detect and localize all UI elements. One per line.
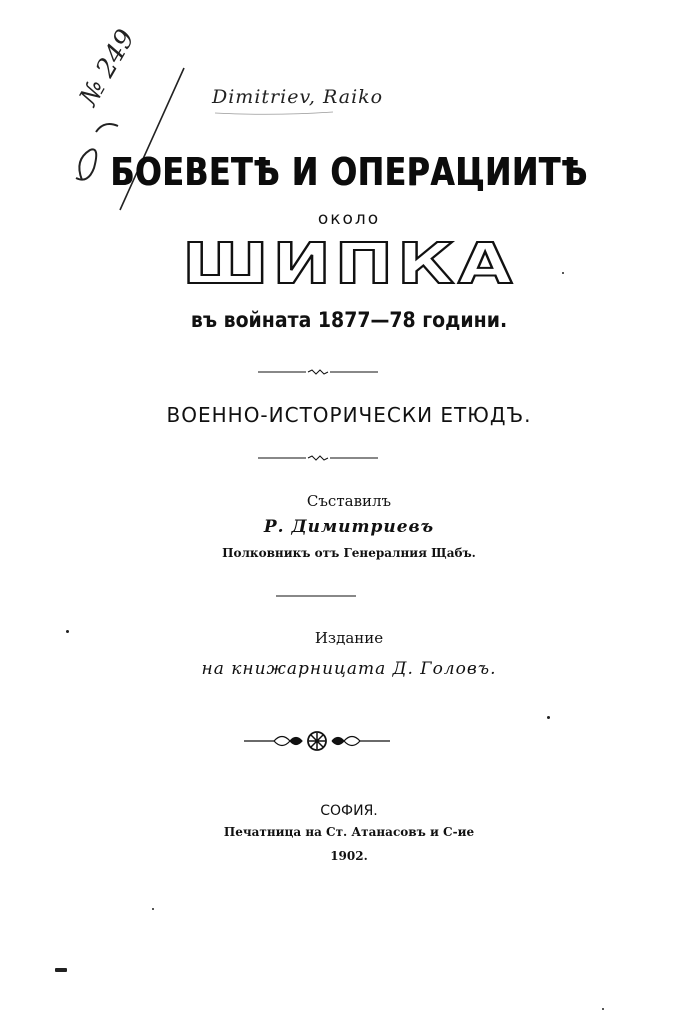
publisher-name: на книжарницата Д. Головъ.: [201, 659, 497, 679]
short-divider: [276, 594, 356, 598]
subtitle-study: ВОЕННО-ИСТОРИЧЕСКИ ЕТЮДЪ.: [166, 403, 532, 427]
title-preposition: около: [317, 209, 381, 229]
compiled-by-label: Съставилъ: [306, 492, 392, 510]
imprint-printer: Печатница на Ст. Атанасовъ и С-ие: [223, 825, 475, 839]
imprint-city: СОФИЯ.: [320, 803, 378, 819]
handwritten-catalog-number: № 249: [74, 24, 142, 112]
scan-speck: [152, 908, 154, 910]
ornamental-divider-1: [258, 368, 378, 376]
title-war-years: въ войната 1877—78 години.: [190, 308, 508, 332]
main-title: БОЕВЕТѢ И ОПЕРАЦИИТѢ: [110, 150, 588, 194]
author-rank: Полковникъ отъ Генералния Щабъ.: [222, 546, 476, 560]
handwritten-underline-stroke: [213, 108, 413, 118]
ornamental-divider-2: [258, 454, 378, 462]
handwritten-author-name: Dimitriev, Raiko: [212, 86, 384, 108]
imprint-year: 1902.: [330, 849, 368, 863]
title-place-name: ШИПКА: [182, 232, 516, 297]
edition-label: Издание: [314, 629, 384, 647]
floral-ornament: [244, 728, 390, 754]
scan-speck: [602, 1008, 604, 1010]
scan-speck: [66, 630, 69, 633]
scan-speck: [547, 716, 550, 719]
author-name: Р. Димитриевъ: [263, 517, 435, 537]
scan-speck: [562, 272, 564, 274]
scan-speck: [55, 968, 67, 972]
